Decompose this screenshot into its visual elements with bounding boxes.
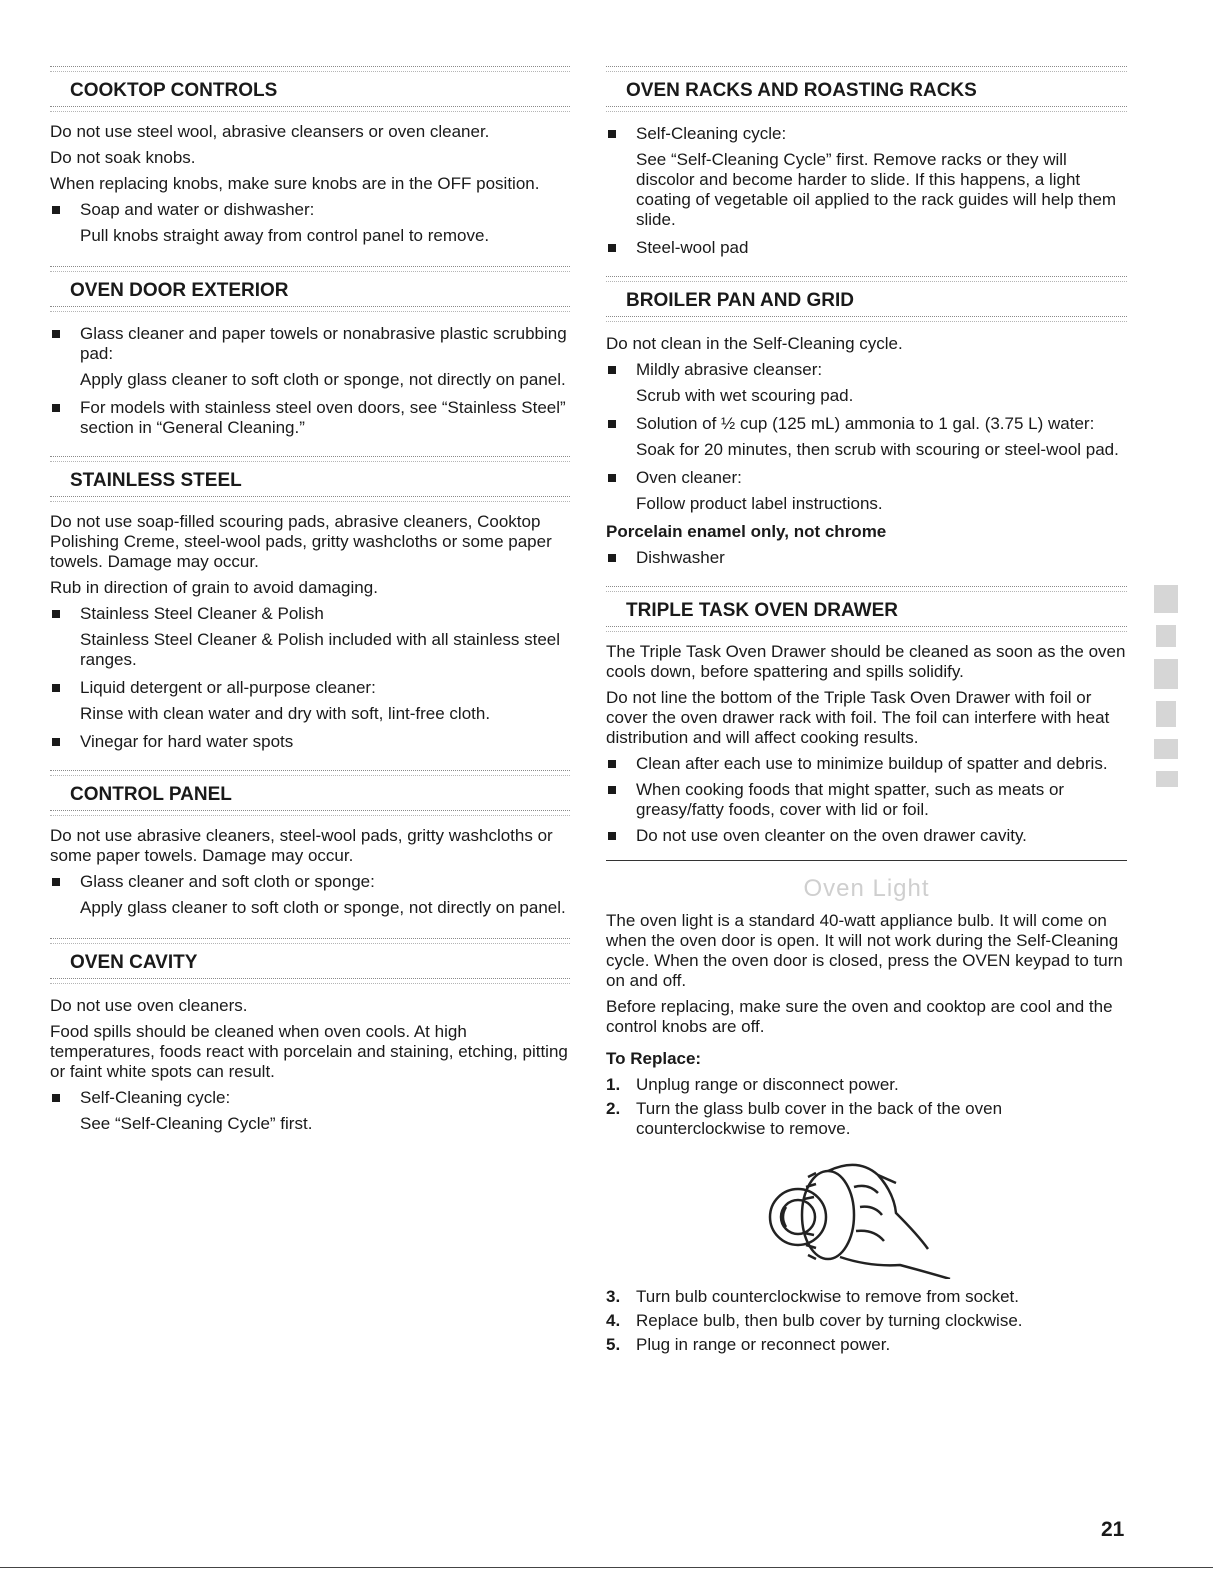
step-text: Plug in range or reconnect power. bbox=[636, 1335, 891, 1354]
bullet-detail: Pull knobs straight away from control panel to remove. bbox=[80, 226, 490, 245]
bulb-cover-illustration bbox=[606, 1147, 1127, 1279]
bullet-item: When cooking foods that might spatter, such as meats or greasy/fatty foods, cover with lid or foil. bbox=[606, 780, 1127, 820]
section-triple-task bbox=[606, 586, 1127, 846]
section-stainless-steel bbox=[50, 456, 570, 752]
paragraph: Rub in direction of grain to avoid damaging. bbox=[50, 578, 378, 597]
bullet-item: Vinegar for hard water spots bbox=[50, 732, 570, 752]
step-number: 1. bbox=[606, 1075, 621, 1094]
bullet-detail: Rinse with clean water and dry with soft, lint-free cloth. bbox=[80, 704, 491, 723]
section-heading: STAINLESS STEEL bbox=[70, 470, 242, 491]
right-column bbox=[606, 66, 1127, 1359]
bullet-item: Self-Cleaning cycle: bbox=[50, 1088, 570, 1108]
page-number: 21 bbox=[1101, 1518, 1125, 1541]
bullet-item: Oven cleaner: bbox=[606, 468, 1127, 488]
bullet-item: Self-Cleaning cycle: bbox=[606, 124, 1127, 144]
bullet-item: Mildly abrasive cleanser: bbox=[606, 360, 1127, 380]
bullet-item: Clean after each use to minimize buildup of spatter and debris. bbox=[606, 754, 1127, 774]
step-item bbox=[606, 1311, 1127, 1331]
scan-artifact-icon bbox=[1150, 585, 1182, 790]
paragraph: Do not use steel wool, abrasive cleansers or oven cleaner. bbox=[50, 122, 490, 141]
section-divider bbox=[606, 860, 1127, 861]
paragraph: Do not clean in the Self-Cleaning cycle. bbox=[606, 334, 903, 353]
paragraph: The oven light is a standard 40-watt appliance bulb. It will come on when the oven door is open. It will not work during the Self-Cleaning cycle. When the oven door is closed, press the OVEN keypad to turn on and off. bbox=[606, 911, 1123, 990]
step-number: 2. bbox=[606, 1099, 621, 1118]
paragraph: Do not use abrasive cleaners, steel-wool pads, gritty washcloths or some paper towels. Damage may occur. bbox=[50, 826, 553, 865]
step-item bbox=[606, 1075, 1127, 1095]
paragraph: The Triple Task Oven Drawer should be cleaned as soon as the oven cools down, before spattering and spills solidify. bbox=[606, 642, 1126, 681]
bullet-item: Soap and water or dishwasher: bbox=[50, 200, 570, 220]
section-oven-light bbox=[606, 875, 1127, 1355]
section-cooktop-controls bbox=[50, 66, 570, 246]
step-text: Replace bulb, then bulb cover by turning clockwise. bbox=[636, 1311, 1023, 1330]
left-column bbox=[50, 66, 570, 1142]
step-item bbox=[606, 1099, 1127, 1139]
section-heading: COOKTOP CONTROLS bbox=[70, 80, 278, 101]
paragraph: Do not use soap-filled scouring pads, abrasive cleaners, Cooktop Polishing Creme, steel-wool pads, gritty washcloths or some paper towels. Damage may occur. bbox=[50, 512, 552, 571]
bullet-item: Glass cleaner and paper towels or nonabrasive plastic scrubbing pad: bbox=[50, 324, 570, 364]
bullet-item: Solution of ½ cup (125 mL) ammonia to 1 gal. (3.75 L) water: bbox=[606, 414, 1127, 434]
paragraph: Food spills should be cleaned when oven cools. At high temperatures, foods react with porcelain and staining, etching, pitting or faint white spots can result. bbox=[50, 1022, 568, 1081]
step-text: Turn the glass bulb cover in the back of the oven counterclockwise to remove. bbox=[636, 1099, 1003, 1138]
paragraph: Before replacing, make sure the oven and cooktop are cool and the control knobs are off. bbox=[606, 997, 1113, 1036]
paragraph: When replacing knobs, make sure knobs are in the OFF position. bbox=[50, 174, 540, 193]
section-control-panel bbox=[50, 770, 570, 918]
section-heading: BROILER PAN AND GRID bbox=[626, 290, 854, 311]
paragraph: Do not line the bottom of the Triple Task Oven Drawer with foil or cover the oven drawer rack with foil. The foil can interfere with heat distribution and will affect cooking results. bbox=[606, 688, 1110, 747]
bullet-item: Glass cleaner and soft cloth or sponge: bbox=[50, 872, 570, 892]
section-heading: OVEN CAVITY bbox=[70, 952, 198, 973]
bullet-detail: See “Self-Cleaning Cycle” first. bbox=[80, 1114, 313, 1133]
bullet-item: Stainless Steel Cleaner & Polish bbox=[50, 604, 570, 624]
section-heading: CONTROL PANEL bbox=[70, 784, 232, 805]
paragraph: Do not soak knobs. bbox=[50, 148, 196, 167]
oven-light-title: Oven Light bbox=[803, 875, 930, 902]
bullet-item: For models with stainless steel oven doors, see “Stainless Steel” section in “General Cleaning.” bbox=[50, 398, 570, 438]
section-oven-racks bbox=[606, 66, 1127, 258]
bullet-detail: Soak for 20 minutes, then scrub with scouring or steel-wool pad. bbox=[636, 440, 1119, 459]
paragraph: Do not use oven cleaners. bbox=[50, 996, 248, 1015]
step-number: 5. bbox=[606, 1335, 621, 1354]
step-text: Unplug range or disconnect power. bbox=[636, 1075, 899, 1094]
to-replace-heading: To Replace: bbox=[606, 1049, 702, 1068]
section-heading: TRIPLE TASK OVEN DRAWER bbox=[626, 600, 898, 621]
bullet-detail: See “Self-Cleaning Cycle” first. Remove racks or they will discolor and become harder to slide. If this happens, a light coating of vegetable oil applied to the rack guides will help them slide. bbox=[636, 150, 1117, 229]
bottom-rule bbox=[0, 1567, 1213, 1568]
hand-turning-bulb-cover-icon bbox=[756, 1147, 976, 1279]
bullet-detail: Apply glass cleaner to soft cloth or sponge, not directly on panel. bbox=[80, 370, 566, 389]
section-heading: OVEN RACKS AND ROASTING RACKS bbox=[626, 80, 977, 101]
step-number: 3. bbox=[606, 1287, 621, 1306]
section-broiler-pan bbox=[606, 276, 1127, 568]
bullet-item: Do not use oven cleanter on the oven drawer cavity. bbox=[606, 826, 1127, 846]
step-item bbox=[606, 1287, 1127, 1307]
bold-note: Porcelain enamel only, not chrome bbox=[606, 522, 887, 541]
step-item bbox=[606, 1335, 1127, 1355]
bullet-detail: Stainless Steel Cleaner & Polish included with all stainless steel ranges. bbox=[80, 630, 561, 669]
section-oven-cavity bbox=[50, 938, 570, 1134]
step-text: Turn bulb counterclockwise to remove from socket. bbox=[636, 1287, 1019, 1306]
section-heading: OVEN DOOR EXTERIOR bbox=[70, 280, 289, 301]
bullet-detail: Scrub with wet scouring pad. bbox=[636, 386, 854, 405]
bullet-detail: Follow product label instructions. bbox=[636, 494, 883, 513]
bullet-item: Dishwasher bbox=[606, 548, 1127, 568]
step-number: 4. bbox=[606, 1311, 621, 1330]
bullet-item: Liquid detergent or all-purpose cleaner: bbox=[50, 678, 570, 698]
bullet-detail: Apply glass cleaner to soft cloth or sponge, not directly on panel. bbox=[80, 898, 566, 917]
bullet-item: Steel-wool pad bbox=[606, 238, 1127, 258]
section-oven-door-exterior bbox=[50, 266, 570, 438]
